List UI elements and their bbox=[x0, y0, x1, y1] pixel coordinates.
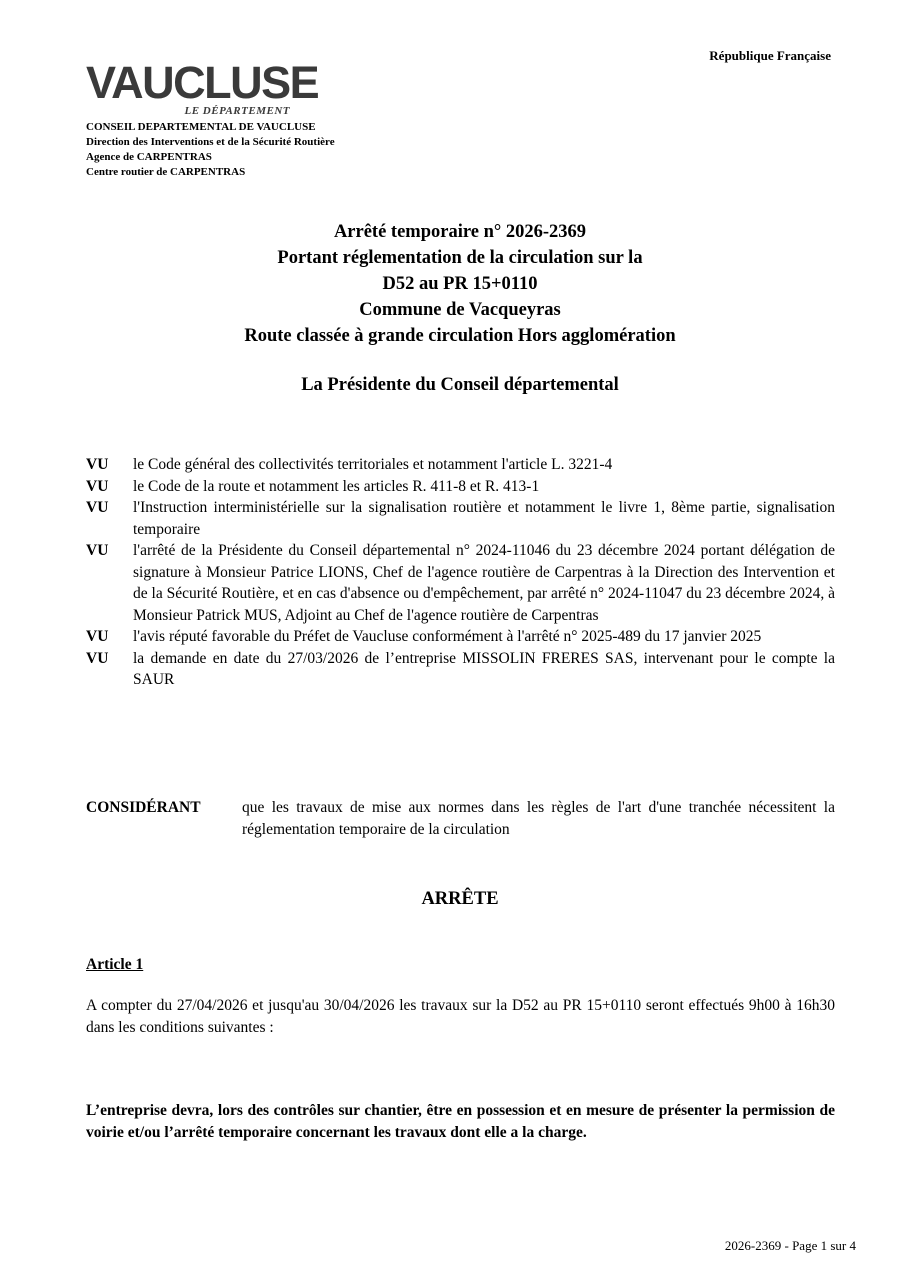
considerant-section bbox=[86, 797, 835, 840]
vu-label: VU bbox=[86, 477, 109, 495]
vu-label: VU bbox=[86, 456, 109, 473]
vu-label: VU bbox=[86, 628, 109, 645]
title-line: Arrêté temporaire n° 2026-2369 bbox=[333, 222, 587, 242]
vu-label: VU bbox=[86, 649, 109, 667]
contractor-notice: L’entreprise devra, lors des contrôles sur chantier, être en possession et en mesure de présenter la permission de voirie et/ou l’arrêté temporaire concernant les travaux dont elle a la charge. bbox=[86, 1102, 835, 1141]
considerant-text: que les travaux de mise aux normes dans les règles de l'art d'une tranchée nécessitent la réglementation temporaire de la circulation bbox=[242, 799, 835, 838]
logo-wordmark: VAUCLUSE bbox=[86, 57, 319, 108]
vu-text: le Code général des collectivités territoriales et notamment l'article L. 3221-4 bbox=[133, 456, 613, 473]
vu-text: l'arrêté de la Présidente du Conseil départemental n° 2024-11046 du 23 décembre 2024 portant délégation de signature à Monsieur Patrice LIONS, Chef de l'agence routière de Carpentras à la Direction des Intervention et de la Sécurité Routière, et en cas d'absence ou d'empêchement, par arrêté n° 2024-11047 du 23 décembre 2024, à Monsieur Patrick MUS, Adjoint au Chef de l'agence routière de Carpentras bbox=[133, 542, 835, 624]
article-1-body: A compter du 27/04/2026 et jusqu'au 30/04/2026 les travaux sur la D52 au PR 15+0110 seront effectués 9h00 à 16h30 dans les conditions suivantes : bbox=[86, 997, 835, 1036]
vu-item bbox=[86, 626, 835, 648]
vu-item bbox=[86, 454, 835, 476]
title-line: Route classée à grande circulation Hors agglomération bbox=[244, 326, 676, 346]
president-heading: La Présidente du Conseil départemental bbox=[301, 375, 619, 395]
issuer-line: Direction des Interventions et de la Sécurité Routière bbox=[86, 136, 335, 148]
vu-text: le Code de la route et notamment les articles R. 411-8 et R. 413-1 bbox=[133, 477, 540, 495]
vu-label: VU bbox=[86, 542, 109, 559]
vu-item bbox=[86, 476, 835, 498]
issuer-line: Centre routier de CARPENTRAS bbox=[86, 166, 246, 178]
logo-subtitle: LE DÉPARTEMENT bbox=[184, 105, 290, 117]
vu-item bbox=[86, 497, 835, 540]
document-title bbox=[0, 219, 900, 349]
republique-francaise: République Française bbox=[709, 48, 831, 63]
issuer-line: CONSEIL DEPARTEMENTAL DE VAUCLUSE bbox=[86, 121, 316, 133]
title-line: Portant réglementation de la circulation sur la bbox=[277, 248, 643, 268]
issuer-header bbox=[86, 120, 335, 180]
article-1-title: Article 1 bbox=[86, 956, 144, 973]
vu-item bbox=[86, 648, 835, 691]
page-footer: 2026-2369 - Page 1 sur 4 bbox=[724, 1238, 856, 1253]
vu-list bbox=[86, 454, 835, 691]
arrete-heading: ARRÊTE bbox=[421, 889, 499, 909]
vu-text: l'avis réputé favorable du Préfet de Vaucluse conformément à l'arrêté n° 2025-489 du 17 janvier 2025 bbox=[133, 628, 762, 645]
vu-text: l'Instruction interministérielle sur la signalisation routière et notamment le livre 1, 8ème partie, signalisation temporaire bbox=[133, 499, 835, 538]
considerant-label: CONSIDÉRANT bbox=[86, 799, 201, 816]
title-line: D52 au PR 15+0110 bbox=[382, 274, 538, 294]
title-line: Commune de Vacqueyras bbox=[359, 300, 561, 320]
vu-text: la demande en date du 27/03/2026 de l’entreprise MISSOLIN FRERES SAS, intervenant pour le compte la SAUR bbox=[133, 649, 835, 688]
vu-label: VU bbox=[86, 499, 109, 516]
vu-item bbox=[86, 540, 835, 626]
issuer-line: Agence de CARPENTRAS bbox=[86, 151, 212, 163]
vaucluse-logo bbox=[86, 44, 319, 120]
